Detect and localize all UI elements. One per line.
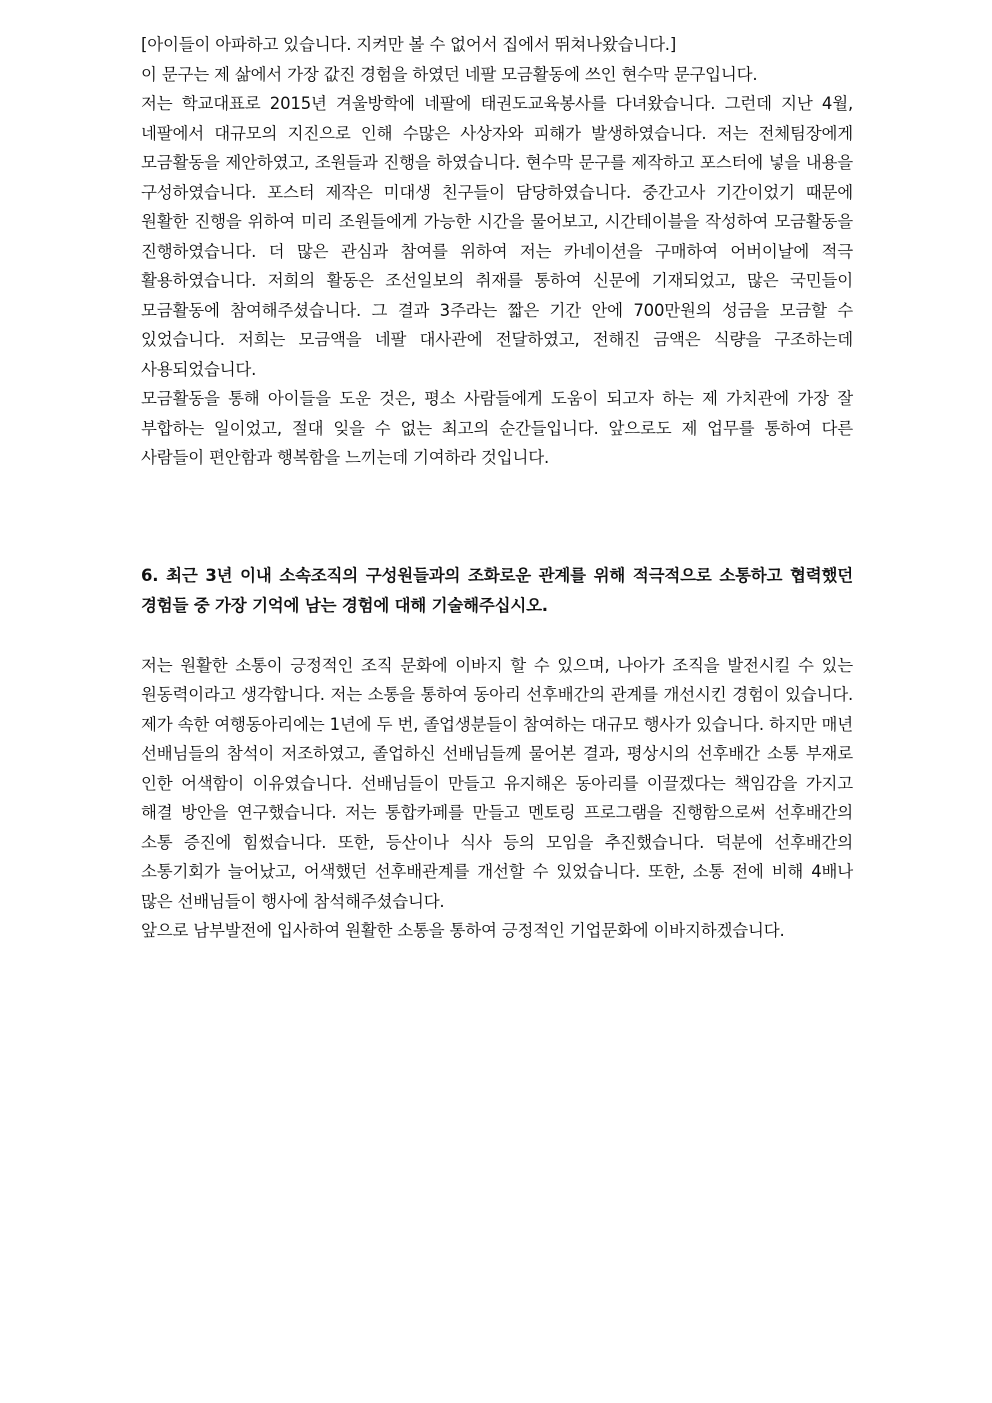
section-spacer bbox=[141, 473, 853, 561]
fundraising-paragraph: 저는 학교대표로 2015년 겨울방학에 네팔에 태권도교육봉사를 다녀왔습니다. 그런데 지난 4월, 네팔에서 대규모의 지진으로 인해 수많은 사상자와 피해가 발생하였습니다. 저는 전체팀장에게 모금활동을 제안하였고, 조원들과 진행을 하였습니다. 현수막 문구를 제작하고 포스터에 넣을 내용을 구성하였습니다. 포스터 제작은 미대생 친구들이 담당하였습니다. 중간고사 기간이었기 때문에 원활한 진행을 위하여 미리 조원들에게 가능한 시간을 물어보고, 시간테이블을 작성하여 모금활동을 진행하였습니다. 더 많은 관심과 참여를 위하여 저는 카네이션을 구매하여 어버이날에 적극 활용하였습니다. 저희의 활동은 조선일보의 취재를 통하여 신문에 기재되었고, 많은 국민들이 모금활동에 참여해주셨습니다. 그 결과 3주라는 짧은 기간 안에 700만원의 성금을 모금할 수 있었습니다. 저희는 모금액을 네팔 대사관에 전달하였고, 전해진 금액은 식량을 구조하는데 사용되었습니다. bbox=[141, 94, 853, 379]
question-spacer bbox=[141, 621, 853, 651]
experience-section bbox=[141, 30, 853, 473]
closing-paragraph: 앞으로 남부발전에 입사하여 원활한 소통을 통하여 긍정적인 기업문화에 이바지하겠습니다. bbox=[141, 921, 785, 940]
banner-quote-paragraph: [아이들이 아파하고 있습니다. 지켜만 볼 수 없어서 집에서 뛰쳐나왔습니다.] bbox=[141, 35, 677, 54]
intro-paragraph: 이 문구는 제 삶에서 가장 값진 경험을 하였던 네팔 모금활동에 쓰인 현수막 문구입니다. bbox=[141, 64, 758, 84]
question-6-section bbox=[141, 561, 853, 946]
question-heading: 6. 최근 3년 이내 소속조직의 구성원들과의 조화로운 관계를 위해 적극적으로 소통하고 협력했던 경험들 중 가장 기억에 남는 경험에 대해 기술해주십시오. bbox=[141, 565, 853, 615]
conclusion-paragraph: 모금활동을 통해 아이들을 도운 것은, 평소 사람들에게 도움이 되고자 하는 제 가치관에 가장 잘 부합하는 일이었고, 절대 잊을 수 없는 최고의 순간들입니다. 앞으로도 제 업무를 통하여 다른 사람들이 편안함과 행복함을 느끼는데 기여하라 것입니다. bbox=[141, 389, 853, 467]
document-page bbox=[141, 30, 853, 946]
communication-paragraph: 저는 원활한 소통이 긍정적인 조직 문화에 이바지 할 수 있으며, 나아가 조직을 발전시킬 수 있는 원동력이라고 생각합니다. 저는 소통을 통하여 동아리 선후배간의 관계를 개선시킨 경험이 있습니다. 제가 속한 여행동아리에는 1년에 두 번, 졸업생분들이 참여하는 대규모 행사가 있습니다. 하지만 매년 선배님들의 참석이 저조하였고, 졸업하신 선배님들께 물어본 결과, 평상시의 선후배간 소통 부재로 인한 어색함이 이유였습니다. 선배님들이 만들고 유지해온 동아리를 이끌겠다는 책임감을 가지고 해결 방안을 연구했습니다. 저는 통합카페를 만들고 멘토링 프로그램을 진행함으로써 선후배간의 소통 증진에 힘썼습니다. 또한, 등산이나 식사 등의 모임을 추진했습니다. 덕분에 선후배간의 소통기회가 늘어났고, 어색했던 선후배관계를 개선할 수 있었습니다. 또한, 소통 전에 비해 4배나 많은 선배님들이 행사에 참석해주셨습니다. bbox=[141, 655, 853, 911]
